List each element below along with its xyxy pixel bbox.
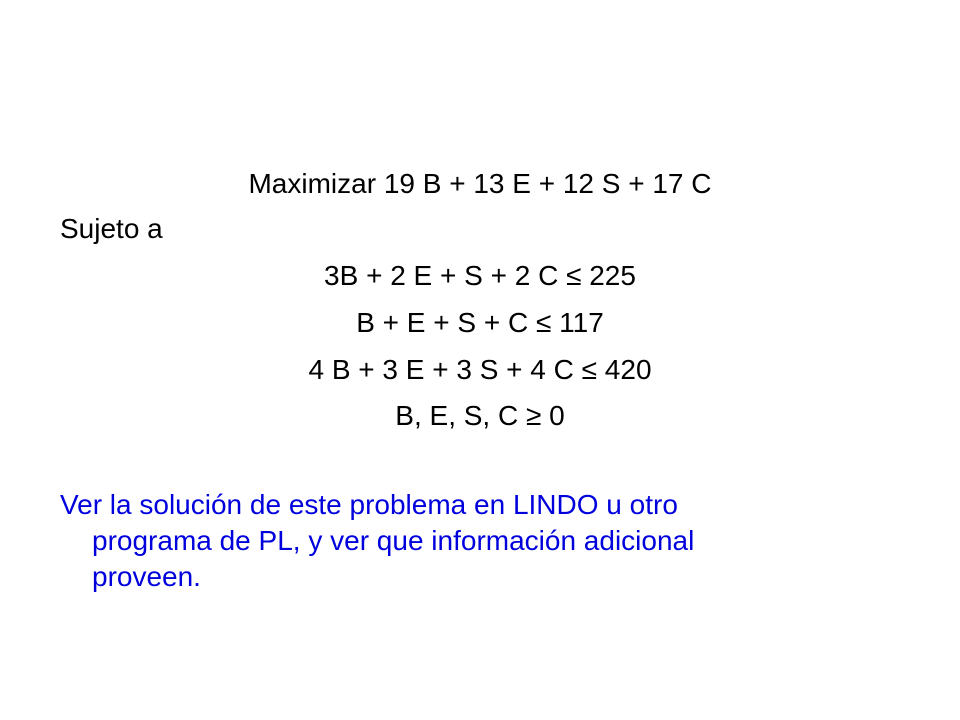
- subject-to-label: Sujeto a: [60, 213, 163, 244]
- non-negativity-constraint: B, E, S, C ≥ 0: [395, 400, 565, 431]
- objective-function: Maximizar 19 B + 13 E + 12 S + 17 C: [248, 168, 712, 199]
- constraint-2: B + E + S + C ≤ 117: [356, 307, 604, 338]
- instruction-note: [60, 487, 860, 595]
- note-line-3: proveen.: [92, 561, 201, 592]
- note-line-1: Ver la solución de este problema en LINDO u otro: [60, 489, 678, 520]
- constraint-1: 3B + 2 E + S + 2 C ≤ 225: [324, 260, 636, 291]
- note-line-2: programa de PL, y ver que información adicional: [92, 525, 695, 556]
- constraint-3: 4 B + 3 E + 3 S + 4 C ≤ 420: [308, 354, 652, 385]
